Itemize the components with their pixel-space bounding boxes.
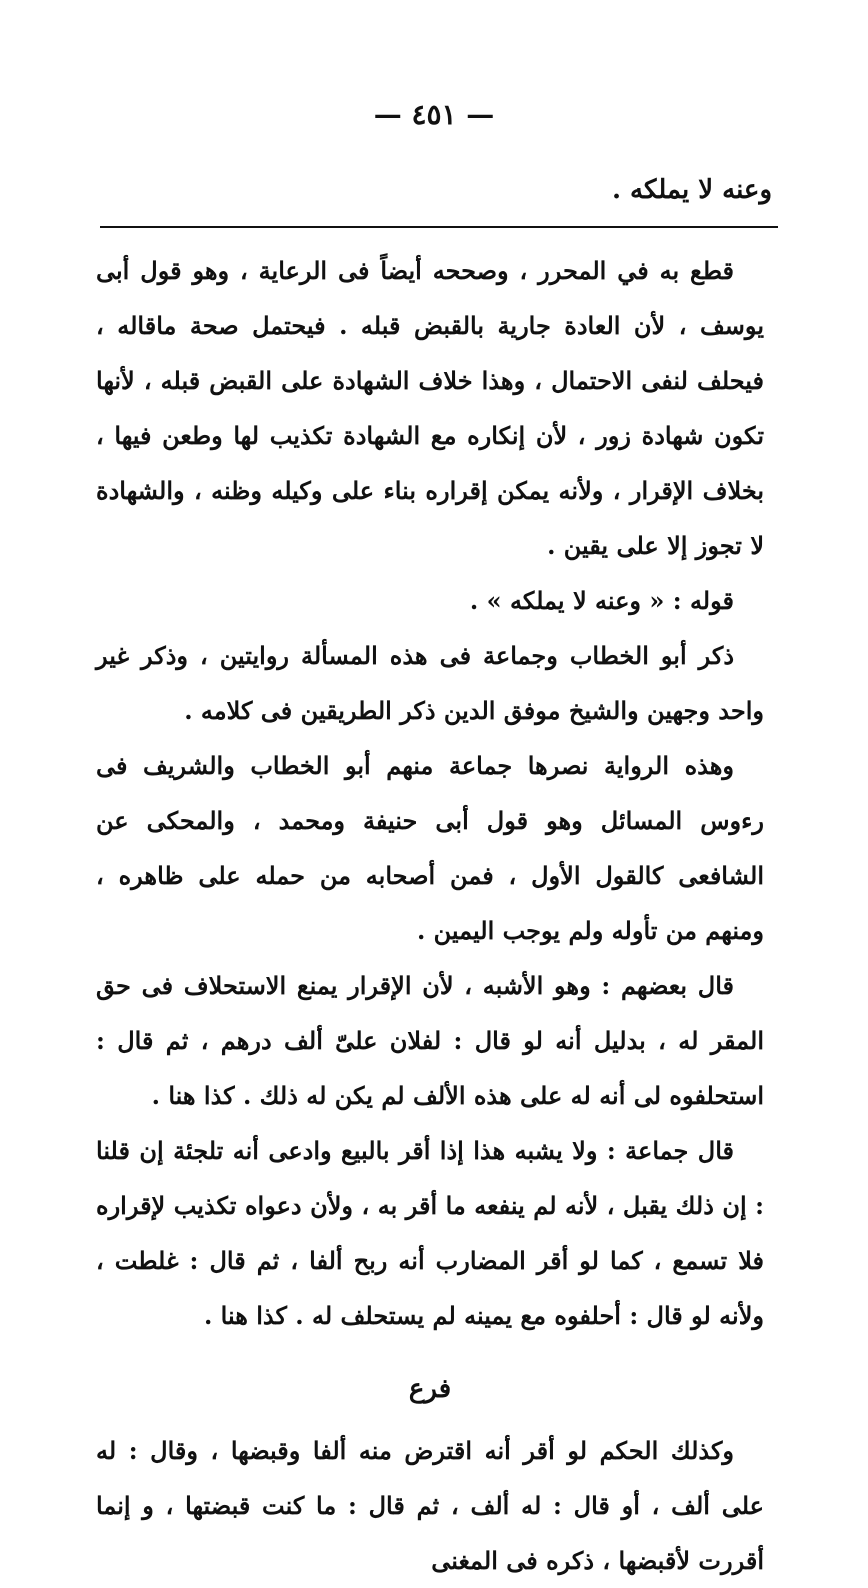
paragraph-5: قال بعضهم : وهو الأشبه ، لأن الإقرار يمنع الاستحلاف فى حق المقر له ، بدليل أنه لو قال : لفلان علىّ ألف درهم ، ثم قال : استحلفوه لى أنه له على هذه الألف لم يكن له ذلك . كذا هنا . <box>96 971 764 1110</box>
paragraph-2: قوله : « وعنه لا يملكه » . <box>469 586 734 615</box>
body-text <box>96 243 764 1588</box>
page-number: — ٤٥١ — <box>373 98 495 131</box>
section-title: فرع <box>408 1374 452 1404</box>
paragraph-6: قال جماعة : ولا يشبه هذا إذا أقر بالبيع وادعى أنه تلجئة إن قلنا : إن ذلك يقبل ، لأنه لم ينفعه ما أقر به ، ولأن دعواه تكذيب لإقراره فلا تسمع ، كما لو أقر المضارب أنه ربح ألفا ، ثم قال : غلطت ، ولأنه لو قال : أحلفوه مع يمينه لم يستحلف له . كذا هنا . <box>96 1136 764 1330</box>
top-line-text: وعنه لا يملكه . <box>611 175 772 205</box>
paragraph-4: وهذه الرواية نصرها جماعة منهم أبو الخطاب والشريف فى رءوس المسائل وهو قول أبى حنيفة ومحمد ، والمحكى عن الشافعى كالقول الأول ، فمن أصحابه من حمله على ظاهره ، ومنهم من تأوله ولم يوجب اليمين . <box>96 751 764 945</box>
paragraph-1: قطع به في المحرر ، وصححه أيضاً فى الرعاية ، وهو قول أبى يوسف ، لأن العادة جارية بالقبض قبله . فيحتمل صحة ماقاله ، فيحلف لنفى الاحتمال ، وهذا خلاف الشهادة على القبض قبله ، لأنها تكون شهادة زور ، لأن إنكاره مع الشهادة تكذيب لها وطعن فيها ، بخلاف الإقرار ، ولأنه يمكن إقراره بناء على وكيله وظنه ، والشهادة لا تجوز إلا على يقين . <box>96 256 764 560</box>
final-paragraph: وكذلك الحكم لو أقر أنه اقترض منه ألفا وقبضها ، وقال : له على ألف ، أو قال : له ألف ، ثم قال : ما كنت قبضتها ، و إنما أقررت لأقبضها ، ذكره فى المغنى <box>96 1436 765 1575</box>
horizontal-rule <box>100 226 778 228</box>
paragraph-3: ذكر أبو الخطاب وجماعة فى هذه المسألة روايتين ، وذكر غير واحد وجهين والشيخ موفق الدين ذكر الطريقين فى كلامه . <box>96 641 764 725</box>
